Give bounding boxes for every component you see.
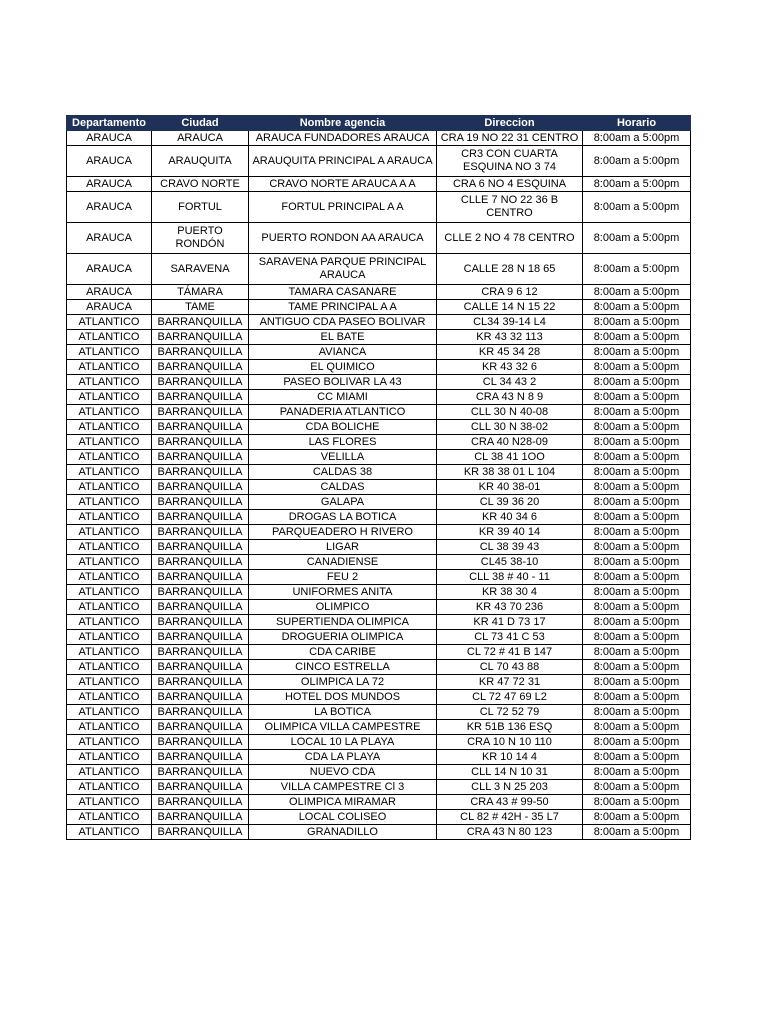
cell-horario: 8:00am a 5:00pm [583,360,691,375]
cell-direccion: CRA 9 6 12 [437,285,583,300]
cell-departamento: ARAUCA [67,146,152,177]
cell-ciudad: BARRANQUILLA [152,735,249,750]
table-row [67,780,691,795]
cell-horario: 8:00am a 5:00pm [583,585,691,600]
table-row [67,345,691,360]
table-row [67,660,691,675]
cell-ciudad: BARRANQUILLA [152,540,249,555]
cell-nombre-agencia: CC MIAMI [249,390,437,405]
cell-direccion: CRA 10 N 10 110 [437,735,583,750]
table-row [67,525,691,540]
cell-horario: 8:00am a 5:00pm [583,660,691,675]
cell-nombre-agencia: CANADIENSE [249,555,437,570]
cell-nombre-agencia: CDA BOLICHE [249,420,437,435]
cell-ciudad: BARRANQUILLA [152,555,249,570]
cell-departamento: ARAUCA [67,177,152,192]
cell-direccion: CRA 43 # 99-50 [437,795,583,810]
cell-horario: 8:00am a 5:00pm [583,600,691,615]
table-row [67,146,691,177]
cell-departamento: ATLANTICO [67,375,152,390]
cell-nombre-agencia: UNIFORMES ANITA [249,585,437,600]
table-row [67,435,691,450]
cell-ciudad: BARRANQUILLA [152,375,249,390]
cell-direccion: CL 70 43 88 [437,660,583,675]
cell-nombre-agencia: FORTUL PRINCIPAL A A [249,192,437,223]
cell-ciudad: FORTUL [152,192,249,223]
cell-horario: 8:00am a 5:00pm [583,330,691,345]
cell-ciudad: CRAVO NORTE [152,177,249,192]
table-row [67,675,691,690]
cell-horario: 8:00am a 5:00pm [583,131,691,146]
cell-horario: 8:00am a 5:00pm [583,405,691,420]
table-row [67,690,691,705]
table-row [67,223,691,254]
cell-horario: 8:00am a 5:00pm [583,223,691,254]
cell-departamento: ATLANTICO [67,825,152,840]
cell-ciudad: BARRANQUILLA [152,600,249,615]
table-row [67,465,691,480]
cell-departamento: ATLANTICO [67,690,152,705]
cell-nombre-agencia: PASEO BOLIVAR LA 43 [249,375,437,390]
cell-departamento: ATLANTICO [67,810,152,825]
cell-direccion: CLL 30 N 38-02 [437,420,583,435]
cell-ciudad: BARRANQUILLA [152,795,249,810]
table-row [67,570,691,585]
cell-departamento: ATLANTICO [67,405,152,420]
table-row [67,420,691,435]
cell-direccion: CLLE 2 NO 4 78 CENTRO [437,223,583,254]
cell-horario: 8:00am a 5:00pm [583,540,691,555]
table-row [67,177,691,192]
table-row [67,254,691,285]
cell-horario: 8:00am a 5:00pm [583,795,691,810]
cell-horario: 8:00am a 5:00pm [583,495,691,510]
cell-departamento: ATLANTICO [67,390,152,405]
cell-horario: 8:00am a 5:00pm [583,300,691,315]
cell-departamento: ARAUCA [67,285,152,300]
cell-departamento: ATLANTICO [67,450,152,465]
cell-direccion: CLLE 7 NO 22 36 B CENTRO [437,192,583,223]
cell-horario: 8:00am a 5:00pm [583,750,691,765]
table-row [67,510,691,525]
table-row [67,315,691,330]
cell-nombre-agencia: AVIANCA [249,345,437,360]
cell-departamento: ARAUCA [67,300,152,315]
table-row [67,825,691,840]
cell-direccion: CRA 43 N 8 9 [437,390,583,405]
table-row [67,735,691,750]
table-row [67,615,691,630]
cell-nombre-agencia: VILLA CAMPESTRE Cl 3 [249,780,437,795]
table-row [67,705,691,720]
cell-horario: 8:00am a 5:00pm [583,825,691,840]
header-direccion: Direccion [437,116,583,131]
cell-horario: 8:00am a 5:00pm [583,765,691,780]
cell-direccion: KR 38 30 4 [437,585,583,600]
cell-nombre-agencia: PUERTO RONDON AA ARAUCA [249,223,437,254]
cell-departamento: ATLANTICO [67,345,152,360]
cell-ciudad: BARRANQUILLA [152,615,249,630]
cell-nombre-agencia: CALDAS 38 [249,465,437,480]
header-nombre-agencia: Nombre agencia [249,116,437,131]
cell-horario: 8:00am a 5:00pm [583,690,691,705]
cell-nombre-agencia: LOCAL COLISEO [249,810,437,825]
cell-horario: 8:00am a 5:00pm [583,465,691,480]
cell-direccion: KR 43 32 113 [437,330,583,345]
agency-table [66,115,691,840]
cell-direccion: CRA 19 NO 22 31 CENTRO [437,131,583,146]
cell-nombre-agencia: NUEVO CDA [249,765,437,780]
cell-direccion: CL 38 41 1OO [437,450,583,465]
table-row [67,630,691,645]
cell-ciudad: BARRANQUILLA [152,390,249,405]
cell-horario: 8:00am a 5:00pm [583,146,691,177]
cell-horario: 8:00am a 5:00pm [583,720,691,735]
cell-direccion: KR 38 38 01 L 104 [437,465,583,480]
cell-departamento: ATLANTICO [67,330,152,345]
table-row [67,555,691,570]
table-row [67,300,691,315]
table-row [67,390,691,405]
cell-direccion: CLL 14 N 10 31 [437,765,583,780]
cell-horario: 8:00am a 5:00pm [583,375,691,390]
cell-horario: 8:00am a 5:00pm [583,645,691,660]
cell-direccion: CALLE 14 N 15 22 [437,300,583,315]
cell-departamento: ATLANTICO [67,465,152,480]
cell-direccion: CL 82 # 42H - 35 L7 [437,810,583,825]
cell-ciudad: BARRANQUILLA [152,360,249,375]
cell-ciudad: SARAVENA [152,254,249,285]
cell-departamento: ATLANTICO [67,420,152,435]
cell-nombre-agencia: OLIMPICO [249,600,437,615]
cell-direccion: CLL 30 N 40-08 [437,405,583,420]
cell-departamento: ARAUCA [67,254,152,285]
table-row [67,131,691,146]
cell-departamento: ARAUCA [67,131,152,146]
cell-departamento: ATLANTICO [67,525,152,540]
cell-nombre-agencia: TAMARA CASANARE [249,285,437,300]
cell-horario: 8:00am a 5:00pm [583,254,691,285]
cell-direccion: CL45 38-10 [437,555,583,570]
header-departamento: Departamento [67,116,152,131]
cell-ciudad: TÁMARA [152,285,249,300]
cell-ciudad: BARRANQUILLA [152,480,249,495]
cell-ciudad: BARRANQUILLA [152,450,249,465]
cell-direccion: KR 43 32 6 [437,360,583,375]
cell-departamento: ATLANTICO [67,675,152,690]
cell-ciudad: BARRANQUILLA [152,525,249,540]
cell-direccion: CL34 39-14 L4 [437,315,583,330]
cell-departamento: ATLANTICO [67,600,152,615]
cell-departamento: ARAUCA [67,223,152,254]
cell-direccion: CL 73 41 C 53 [437,630,583,645]
cell-departamento: ATLANTICO [67,585,152,600]
cell-nombre-agencia: FEU 2 [249,570,437,585]
cell-ciudad: BARRANQUILLA [152,750,249,765]
cell-ciudad: BARRANQUILLA [152,495,249,510]
cell-nombre-agencia: DROGUERIA OLIMPICA [249,630,437,645]
cell-departamento: ATLANTICO [67,615,152,630]
cell-departamento: ATLANTICO [67,765,152,780]
table-row [67,285,691,300]
cell-nombre-agencia: ANTIGUO CDA PASEO BOLIVAR [249,315,437,330]
cell-nombre-agencia: ARAUQUITA PRINCIPAL A ARAUCA [249,146,437,177]
cell-ciudad: BARRANQUILLA [152,810,249,825]
cell-ciudad: BARRANQUILLA [152,705,249,720]
cell-departamento: ATLANTICO [67,660,152,675]
cell-horario: 8:00am a 5:00pm [583,192,691,223]
cell-ciudad: BARRANQUILLA [152,825,249,840]
cell-departamento: ATLANTICO [67,735,152,750]
cell-horario: 8:00am a 5:00pm [583,630,691,645]
table-row [67,645,691,660]
table-row [67,480,691,495]
header-ciudad: Ciudad [152,116,249,131]
cell-departamento: ATLANTICO [67,570,152,585]
cell-ciudad: BARRANQUILLA [152,330,249,345]
cell-horario: 8:00am a 5:00pm [583,555,691,570]
cell-departamento: ATLANTICO [67,360,152,375]
cell-horario: 8:00am a 5:00pm [583,705,691,720]
cell-nombre-agencia: LIGAR [249,540,437,555]
cell-nombre-agencia: SARAVENA PARQUE PRINCIPAL ARAUCA [249,254,437,285]
cell-departamento: ATLANTICO [67,795,152,810]
cell-direccion: KR 10 14 4 [437,750,583,765]
cell-nombre-agencia: HOTEL DOS MUNDOS [249,690,437,705]
cell-nombre-agencia: LAS FLORES [249,435,437,450]
header-row [67,116,691,131]
cell-nombre-agencia: OLIMPICA LA 72 [249,675,437,690]
cell-ciudad: BARRANQUILLA [152,720,249,735]
cell-ciudad: BARRANQUILLA [152,675,249,690]
cell-nombre-agencia: SUPERTIENDA OLIMPICA [249,615,437,630]
cell-ciudad: BARRANQUILLA [152,570,249,585]
table-row [67,540,691,555]
cell-direccion: KR 40 34 6 [437,510,583,525]
cell-ciudad: BARRANQUILLA [152,345,249,360]
cell-nombre-agencia: CRAVO NORTE ARAUCA A A [249,177,437,192]
cell-horario: 8:00am a 5:00pm [583,525,691,540]
cell-horario: 8:00am a 5:00pm [583,735,691,750]
cell-horario: 8:00am a 5:00pm [583,177,691,192]
cell-direccion: CL 72 52 79 [437,705,583,720]
cell-direccion: CRA 43 N 80 123 [437,825,583,840]
header-horario: Horario [583,116,691,131]
cell-direccion: CL 72 # 41 B 147 [437,645,583,660]
cell-direccion: KR 41 D 73 17 [437,615,583,630]
cell-nombre-agencia: CDA CARIBE [249,645,437,660]
cell-nombre-agencia: PARQUEADERO H RIVERO [249,525,437,540]
table-row [67,765,691,780]
cell-direccion: CL 39 36 20 [437,495,583,510]
cell-direccion: CL 72 47 69 L2 [437,690,583,705]
cell-ciudad: PUERTO RONDÓN [152,223,249,254]
cell-nombre-agencia: GALAPA [249,495,437,510]
cell-departamento: ATLANTICO [67,705,152,720]
cell-ciudad: ARAUCA [152,131,249,146]
cell-ciudad: BARRANQUILLA [152,765,249,780]
table-row [67,750,691,765]
cell-direccion: CR3 CON CUARTA ESQUINA NO 3 74 [437,146,583,177]
cell-nombre-agencia: DROGAS LA BOTICA [249,510,437,525]
cell-departamento: ATLANTICO [67,435,152,450]
cell-nombre-agencia: LA BOTICA [249,705,437,720]
cell-direccion: CL 38 39 43 [437,540,583,555]
cell-direccion: CALLE 28 N 18 65 [437,254,583,285]
cell-direccion: KR 39 40 14 [437,525,583,540]
table-row [67,810,691,825]
cell-nombre-agencia: EL QUIMICO [249,360,437,375]
cell-horario: 8:00am a 5:00pm [583,315,691,330]
cell-horario: 8:00am a 5:00pm [583,480,691,495]
cell-horario: 8:00am a 5:00pm [583,675,691,690]
table-row [67,375,691,390]
cell-ciudad: BARRANQUILLA [152,645,249,660]
table-row [67,600,691,615]
cell-horario: 8:00am a 5:00pm [583,780,691,795]
cell-ciudad: BARRANQUILLA [152,465,249,480]
cell-ciudad: BARRANQUILLA [152,420,249,435]
cell-ciudad: BARRANQUILLA [152,690,249,705]
cell-nombre-agencia: PANADERIA ATLANTICO [249,405,437,420]
cell-ciudad: BARRANQUILLA [152,435,249,450]
cell-departamento: ATLANTICO [67,645,152,660]
cell-nombre-agencia: CINCO ESTRELLA [249,660,437,675]
cell-direccion: CLL 38 # 40 - 11 [437,570,583,585]
cell-ciudad: BARRANQUILLA [152,630,249,645]
table-row [67,450,691,465]
cell-horario: 8:00am a 5:00pm [583,390,691,405]
cell-direccion: KR 47 72 31 [437,675,583,690]
cell-departamento: ATLANTICO [67,510,152,525]
table-row [67,495,691,510]
table-row [67,192,691,223]
cell-ciudad: BARRANQUILLA [152,405,249,420]
cell-horario: 8:00am a 5:00pm [583,420,691,435]
cell-horario: 8:00am a 5:00pm [583,570,691,585]
cell-departamento: ATLANTICO [67,780,152,795]
cell-departamento: ATLANTICO [67,480,152,495]
cell-ciudad: ARAUQUITA [152,146,249,177]
cell-departamento: ATLANTICO [67,555,152,570]
cell-horario: 8:00am a 5:00pm [583,450,691,465]
cell-direccion: KR 45 34 28 [437,345,583,360]
cell-departamento: ATLANTICO [67,315,152,330]
cell-nombre-agencia: VELILLA [249,450,437,465]
cell-nombre-agencia: TAME PRINCIPAL A A [249,300,437,315]
cell-horario: 8:00am a 5:00pm [583,615,691,630]
cell-departamento: ATLANTICO [67,495,152,510]
table-row [67,720,691,735]
cell-departamento: ATLANTICO [67,750,152,765]
cell-nombre-agencia: CDA LA PLAYA [249,750,437,765]
cell-direccion: KR 51B 136 ESQ [437,720,583,735]
cell-departamento: ATLANTICO [67,540,152,555]
cell-nombre-agencia: GRANADILLO [249,825,437,840]
cell-direccion: CRA 40 N28-09 [437,435,583,450]
cell-departamento: ATLANTICO [67,720,152,735]
cell-ciudad: BARRANQUILLA [152,780,249,795]
cell-nombre-agencia: OLIMPICA VILLA CAMPESTRE [249,720,437,735]
cell-horario: 8:00am a 5:00pm [583,345,691,360]
table-row [67,330,691,345]
table-row [67,795,691,810]
cell-nombre-agencia: OLIMPICA MIRAMAR [249,795,437,810]
cell-direccion: CLL 3 N 25 203 [437,780,583,795]
cell-direccion: KR 40 38-01 [437,480,583,495]
cell-departamento: ARAUCA [67,192,152,223]
cell-ciudad: BARRANQUILLA [152,585,249,600]
cell-direccion: KR 43 70 236 [437,600,583,615]
cell-horario: 8:00am a 5:00pm [583,810,691,825]
cell-nombre-agencia: EL BATE [249,330,437,345]
table-row [67,360,691,375]
table-row [67,585,691,600]
table-row [67,405,691,420]
cell-horario: 8:00am a 5:00pm [583,510,691,525]
cell-ciudad: BARRANQUILLA [152,660,249,675]
cell-direccion: CL 34 43 2 [437,375,583,390]
cell-horario: 8:00am a 5:00pm [583,285,691,300]
cell-ciudad: BARRANQUILLA [152,315,249,330]
cell-nombre-agencia: ARAUCA FUNDADORES ARAUCA [249,131,437,146]
cell-direccion: CRA 6 NO 4 ESQUINA [437,177,583,192]
cell-nombre-agencia: LOCAL 10 LA PLAYA [249,735,437,750]
cell-departamento: ATLANTICO [67,630,152,645]
cell-horario: 8:00am a 5:00pm [583,435,691,450]
cell-ciudad: TAME [152,300,249,315]
cell-ciudad: BARRANQUILLA [152,510,249,525]
cell-nombre-agencia: CALDAS [249,480,437,495]
